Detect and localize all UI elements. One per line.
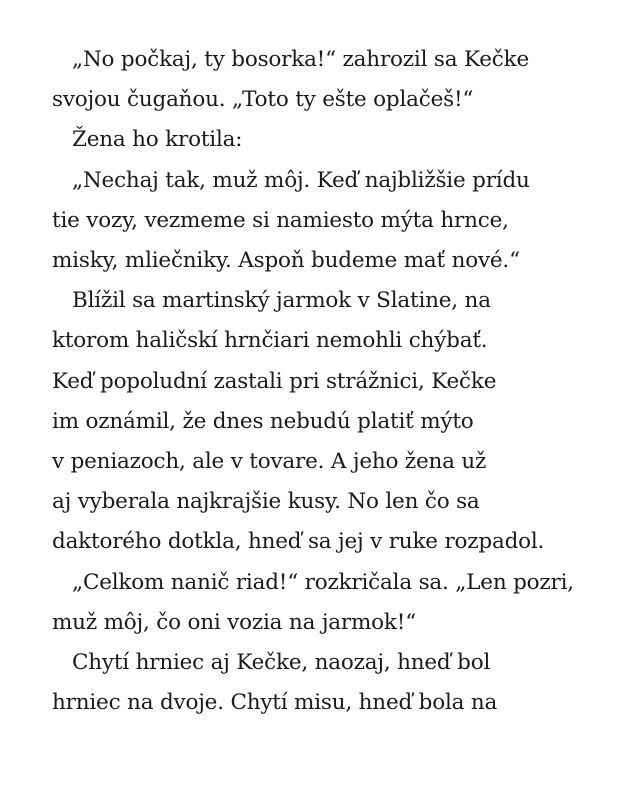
text-line: muž môj, čo oni vozia na jarmok!“ <box>52 609 416 635</box>
text-line: „No počkaj, ty bosorka!“ zahrozil sa Kečke <box>72 47 529 72</box>
text-line: v peniazoch, ale v tovare. A jeho žena už <box>52 449 487 475</box>
text-line: daktorého dotkla, hneď sa jej v ruke rozpadol. <box>52 529 545 555</box>
text-line: misky, mliečniky. Aspoň budeme mať nové.“ <box>52 248 520 274</box>
book-text <box>52 40 622 723</box>
text-line: hrniec na dvoje. Chytí misu, hneď bola na <box>52 690 498 716</box>
text-line: tie vozy, vezmeme si namiesto mýta hrnce, <box>52 207 509 233</box>
text-line: svojou čugaňou. „Toto ty ešte oplačeš!“ <box>52 87 474 113</box>
text-line: Blížil sa martinský jarmok v Slatine, na <box>72 288 491 314</box>
text-line: Chytí hrniec aj Kečke, naozaj, hneď bol <box>72 650 491 676</box>
text-line: im oznámil, že dnes nebudú platiť mýto <box>52 408 474 434</box>
text-line: ktorom haličskí hrnčiari nemohli chýbať. <box>52 328 488 354</box>
text-line: Keď popoludní zastali pri strážnici, Kečke <box>52 368 497 394</box>
text-line: „Celkom nanič riad!“ rozkričala sa. „Len pozri, <box>72 569 574 595</box>
text-line: Žena ho krotila: <box>72 127 243 153</box>
text-line: „Nechaj tak, muž môj. Keď najbližšie prídu <box>72 167 530 193</box>
text-line: aj vyberala najkrajšie kusy. No len čo sa <box>52 489 480 515</box>
